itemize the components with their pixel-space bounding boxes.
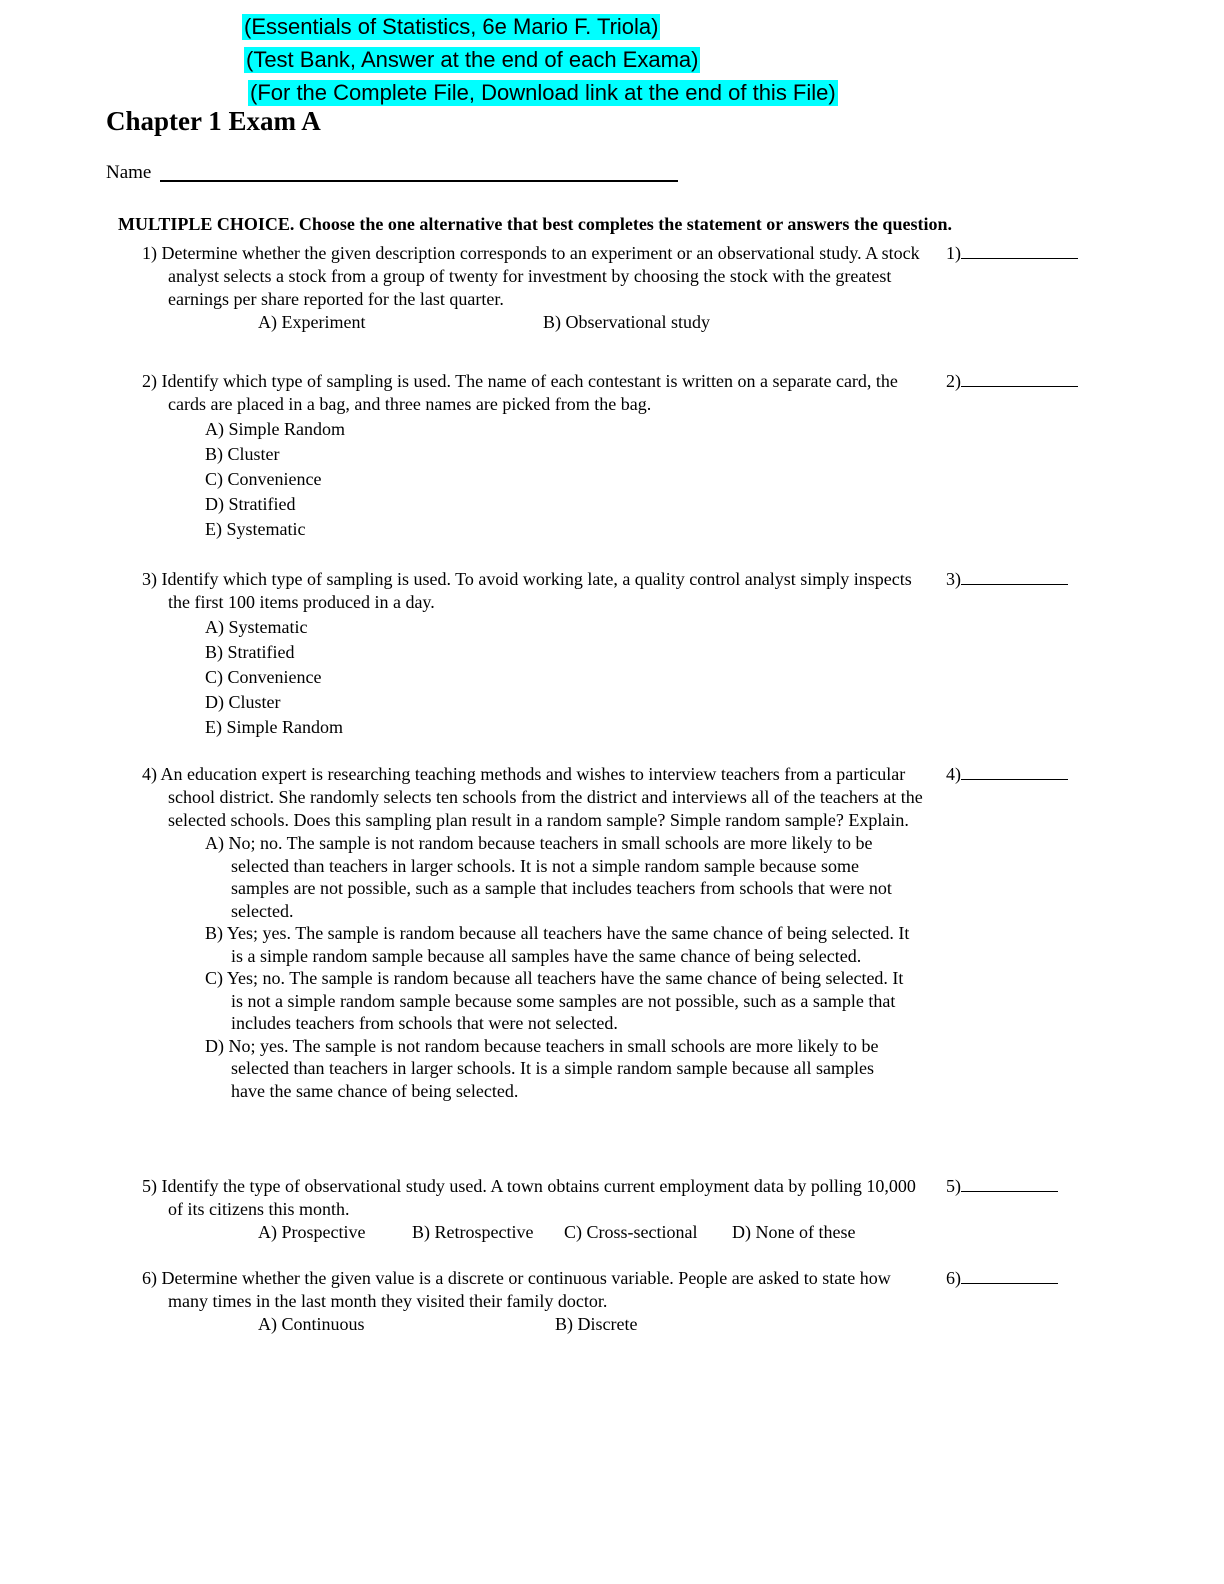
question-4 bbox=[142, 763, 932, 1102]
name-label: Name bbox=[106, 162, 152, 183]
option-c[interactable]: C) Convenience bbox=[205, 469, 322, 489]
answer-blank-2[interactable]: 2) bbox=[946, 370, 1078, 392]
option-c[interactable]: C) Cross-sectional bbox=[564, 1222, 698, 1242]
options-row bbox=[142, 1313, 932, 1336]
option-b[interactable]: B) Cluster bbox=[205, 444, 280, 464]
option-b[interactable]: B) Yes; yes. The sample is random because all teachers have the same chance of being selected. It is a simple random sample because all samples have the same chance of being selected. bbox=[205, 923, 910, 966]
name-field-line[interactable] bbox=[160, 180, 678, 182]
option-e[interactable]: E) Simple Random bbox=[205, 717, 343, 737]
question-text: 3) Identify which type of sampling is used. To avoid working late, a quality control analyst simply inspects the first 100 items produced in a day. bbox=[142, 569, 912, 612]
option-a[interactable]: A) No; no. The sample is not random because teachers in small schools are more likely to be selected than teachers in larger schools. It is not a simple random sample because some samples are not possible, such as a sample that includes teachers from schools that were not selected. bbox=[205, 833, 892, 921]
question-text: 4) An education expert is researching teaching methods and wishes to interview teachers from a particular school district. She randomly selects ten schools from the district and interviews all of the teachers at the selected schools. Does this sampling plan result in a random sample? Simple random sample? Explain. bbox=[142, 764, 923, 830]
option-a[interactable]: A) Prospective bbox=[258, 1222, 366, 1242]
option-a[interactable]: A) Systematic bbox=[205, 617, 308, 637]
option-b[interactable]: B) Observational study bbox=[543, 312, 710, 332]
header-line-1: (Essentials of Statistics, 6e Mario F. Triola) bbox=[244, 14, 659, 39]
option-list bbox=[205, 417, 932, 542]
option-b[interactable]: B) Retrospective bbox=[412, 1222, 534, 1242]
question-2 bbox=[142, 370, 932, 542]
options-row bbox=[142, 311, 932, 334]
exam-title: Chapter 1 Exam A bbox=[106, 106, 321, 136]
answer-blank-6[interactable]: 6) bbox=[946, 1267, 1058, 1289]
question-text: 2) Identify which type of sampling is used. The name of each contestant is written on a separate card, the cards are placed in a bag, and three names are picked from the bag. bbox=[142, 371, 898, 414]
option-a[interactable]: A) Continuous bbox=[258, 1314, 365, 1334]
answer-blank-1[interactable]: 1) bbox=[946, 242, 1078, 264]
option-a[interactable]: A) Experiment bbox=[258, 312, 366, 332]
question-3 bbox=[142, 568, 932, 740]
question-text: 1) Determine whether the given description corresponds to an experiment or an observational study. A stock analyst selects a stock from a group of twenty for investment by choosing the stock with the greatest earnings per share reported for the last quarter. bbox=[142, 243, 920, 309]
answer-blank-3[interactable]: 3) bbox=[946, 568, 1068, 590]
question-5 bbox=[142, 1175, 932, 1244]
option-a[interactable]: A) Simple Random bbox=[205, 419, 345, 439]
option-b[interactable]: B) Stratified bbox=[205, 642, 295, 662]
option-d[interactable]: D) No; yes. The sample is not random because teachers in small schools are more likely to be selected than teachers in larger schools. It is a simple random sample because all samples have the same chance of being selected. bbox=[205, 1035, 879, 1101]
question-1 bbox=[142, 242, 932, 334]
option-d[interactable]: D) Stratified bbox=[205, 494, 296, 514]
option-e[interactable]: E) Systematic bbox=[205, 519, 306, 539]
option-c[interactable]: C) Yes; no. The sample is random because all teachers have the same chance of being selected. It is not a simple random sample because some samples are not possible, such as a sample that includes teachers from schools that were not selected. bbox=[205, 968, 904, 1033]
option-list bbox=[205, 832, 912, 1102]
option-d[interactable]: D) None of these bbox=[732, 1222, 856, 1242]
question-text: 5) Identify the type of observational study used. A town obtains current employment data by polling 10,000 of its citizens this month. bbox=[142, 1176, 916, 1219]
option-d[interactable]: D) Cluster bbox=[205, 692, 281, 712]
option-c[interactable]: C) Convenience bbox=[205, 667, 322, 687]
options-row bbox=[142, 1221, 932, 1244]
option-b[interactable]: B) Discrete bbox=[555, 1314, 638, 1334]
option-list bbox=[205, 615, 932, 740]
answer-blank-4[interactable]: 4) bbox=[946, 763, 1068, 785]
question-text: 6) Determine whether the given value is a discrete or continuous variable. People are asked to state how many times in the last month they visited their family doctor. bbox=[142, 1268, 891, 1311]
header-line-3: (For the Complete File, Download link at the end of this File) bbox=[250, 80, 836, 105]
answer-blank-5[interactable]: 5) bbox=[946, 1175, 1058, 1197]
question-6 bbox=[142, 1267, 932, 1336]
instructions: MULTIPLE CHOICE. Choose the one alternative that best completes the statement or answers the question. bbox=[118, 214, 952, 234]
header-line-2: (Test Bank, Answer at the end of each Exama) bbox=[246, 47, 699, 72]
